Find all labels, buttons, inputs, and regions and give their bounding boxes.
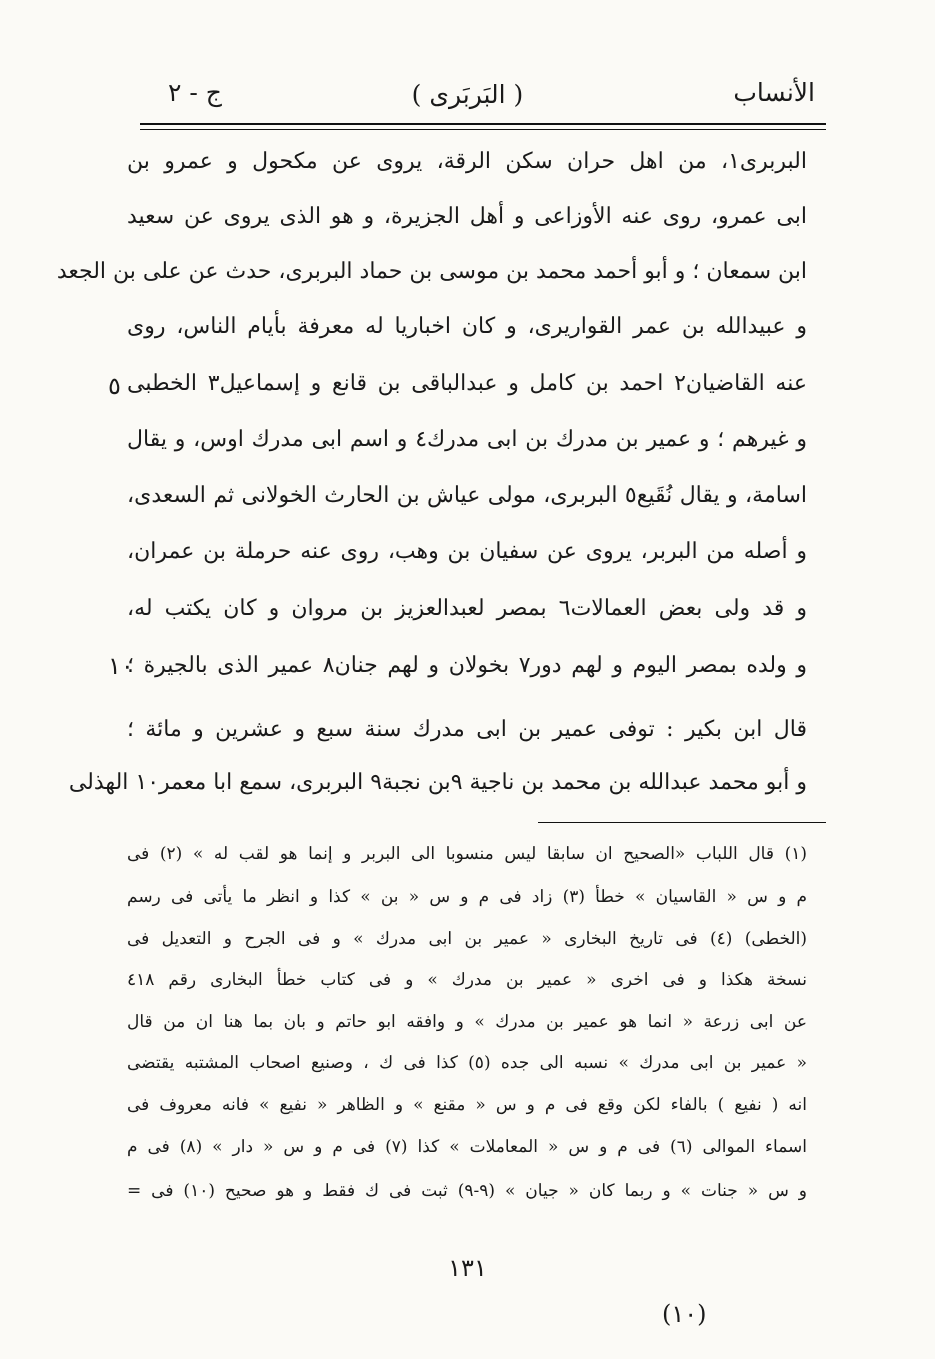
line-number-10: ١٠	[108, 652, 134, 680]
footnote-rule	[538, 822, 826, 823]
footnote-line: اسماء الموالى (٦) فى م و س « المعاملات » كذا (٧) فى م و س « دار » (٨) فى م	[127, 1137, 807, 1157]
body-line: البربرى١، من اهل حران سكن الرقة، يروى عن مكحول و عمرو بن	[127, 149, 807, 174]
body-line: و أصله من البربر، يروى عن سفيان بن وهب، روى عنه حرملة بن عمران،	[127, 539, 807, 564]
body-line: اسامة، و يقال نُقَيع٥ البربرى، مولى عياش بن الحارث الخولانى ثم السعدى،	[127, 483, 807, 508]
running-header-book: الأنساب	[733, 78, 815, 107]
running-header-volume: ج - ٢	[168, 78, 222, 107]
signature-number: (١٠)	[662, 1300, 707, 1328]
body-line: و عبيدالله بن عمر القواريرى، و كان اخباريا له معرفة بأيام الناس، روى	[127, 314, 807, 339]
body-line: و غيرهم ؛ و عمير بن مدرك بن ابى مدرك٤ و اسم ابى مدرك اوس، و يقال	[127, 427, 807, 452]
running-header-title: ( البَربَرى )	[411, 80, 524, 109]
body-line: و ولده بمصر اليوم و لهم دور٧ بخولان و لهم جنان٨ عمير الذى بالجيرة ؛	[127, 653, 808, 678]
header-rule-thin	[140, 129, 826, 130]
footnote-line: انه ( نفيع ) بالفاء لكن وقع فى م و س « مقنع » و الظاهر « نفيع » فانه معروف فى	[127, 1095, 807, 1115]
body-line: و أبو محمد عبدالله بن محمد بن ناجية ٩بن نجبة٩ البربرى، سمع ابا معمر١٠ الهذلى	[68, 770, 807, 795]
body-line: عنه القاضيان٢ احمد بن كامل و عبدالباقى بن قانع و إسماعيل٣ الخطبى	[127, 371, 807, 396]
header-rule-thick	[140, 123, 826, 125]
footnote-line: و س « جنات » و ربما كان « جيان » (٩-٩) ثبت فى ك فقط و هو صحيح (١٠) فى =	[127, 1181, 807, 1201]
page-number: ١٣١	[448, 1254, 487, 1282]
footnote-line: (١) قال اللباب «الصحيح ان سابقا ليس منسوبا الى البربر و إنما هو لقب له » (٢) فى	[127, 844, 807, 864]
body-line: ابى عمرو، روى عنه الأوزاعى و أهل الجزيرة، و هو الذى يروى عن سعيد	[127, 204, 807, 229]
footnote-line: نسخة هكذا و فى اخرى « عمير بن مدرك » و فى كتاب خطأ البخارى رقم ٤١٨	[127, 970, 807, 990]
footnote-line: م و س « القاسيان » خطأ (٣) زاد فى م و س « بن » كذا و انظر ما يأتى فى رسم	[127, 887, 807, 907]
line-number-5: ٥	[108, 372, 121, 400]
footnote-line: عن ابى زرعة « انما هو عمير بن مدرك » و وافقه ابو حاتم و بان بما هنا ان من قال	[127, 1012, 807, 1032]
body-line: قال ابن بكير : توفى عمير بن ابى مدرك سنة سبع و عشرين و مائة ؛	[127, 717, 807, 742]
footnote-line: (الخطى) (٤) فى تاريخ البخارى « عمير بن ابى مدرك » و فى الجرح و التعديل فى	[127, 929, 807, 949]
body-line: ابن سمعان ؛ و أبو أحمد محمد بن موسى بن حماد البربرى، حدث عن على بن الجعد	[56, 259, 807, 284]
footnote-line: « عمير بن ابى مدرك » نسبه الى جده (٥) كذا فى ك ، وصنيع اصحاب المشتبه يقتضى	[127, 1053, 807, 1073]
body-line: و قد ولى بعض العمالات٦ بمصر لعبدالعزيز بن مروان و كان يكتب له،	[127, 596, 808, 621]
